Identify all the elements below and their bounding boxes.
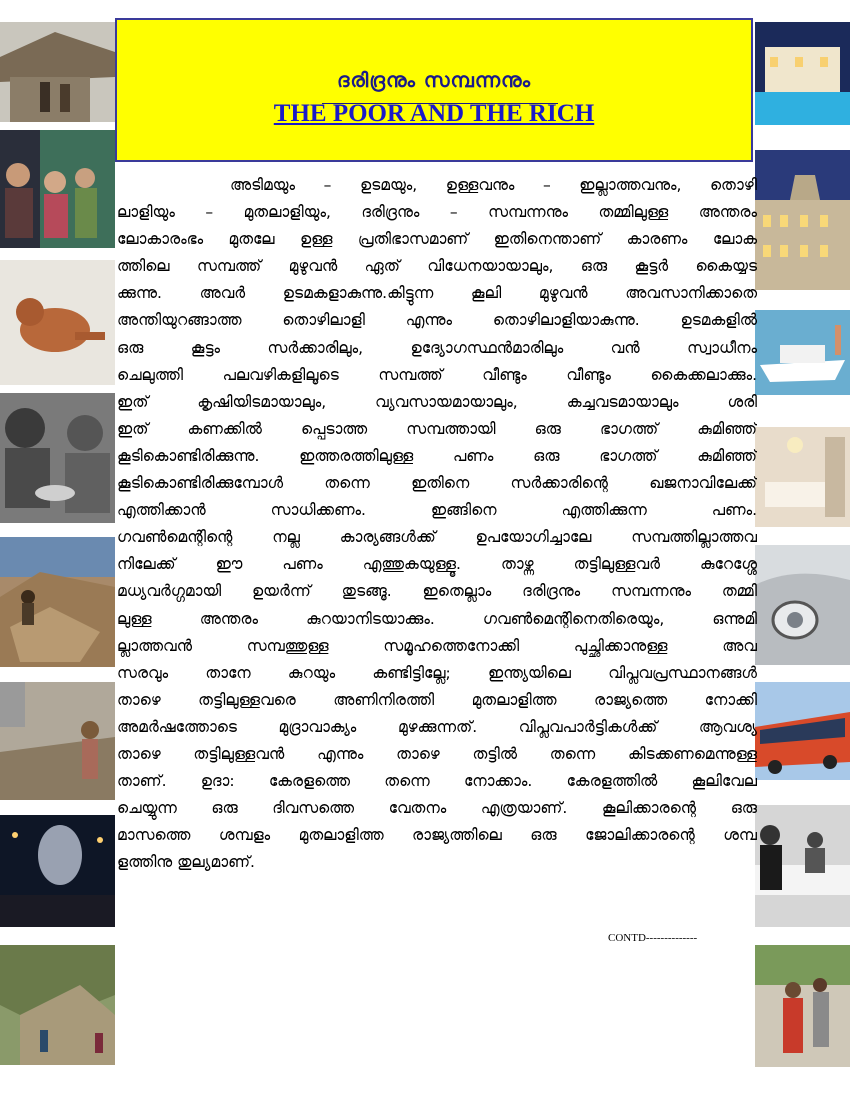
luxury-bedroom-icon (755, 427, 850, 527)
body-line: അമർഷത്തോടെ മുദ്രാവാക്യം മുഴക്കുന്നത്. വിപ്ലവപാർട്ടികൾക്ക് ആവശ്യ (117, 717, 757, 736)
body-line: താഴെ തട്ടിലുള്ളവൻ എന്നും താഴെ തട്ടിൽ തന്നെ കിടക്കണമെന്നുള്ള (117, 744, 757, 763)
palace-hotel-icon (755, 150, 850, 290)
malnourished-child-icon (0, 260, 115, 385)
body-line: കൂടികൊണ്ടിരിക്കുമ്പോൾ തന്നെ ഇതിനെ സർക്കാരിന്റെ ഖജനാവിലേക്ക് (117, 474, 757, 493)
body-line: ല്ലാത്തവൻ സമ്പത്തുള്ള സമൂഹത്തെനോക്കി പുച്ഛിക്കാനുള്ള അവ (117, 636, 757, 655)
body-line: താണ്. ഉദാ: കേരളത്തെ തന്നെ നോക്കാം. കേരളത്തിൽ കൂലിവേല (117, 772, 757, 791)
body-line: ഇത് കണക്കിൽ പ്പെടാത്ത സമ്പത്തായി ഒരു ഭാഗത്ത് കുമിഞ്ഞ് (117, 419, 757, 438)
title-malayalam: ദരിദ്രനും സമ്പന്നനും (337, 68, 531, 92)
street-protest-icon (0, 815, 115, 927)
body-line: ഇത് കൃഷിയിടമായാലും, വ്യവസായമായാലും, കച്ചവടമായാലും ശരി (117, 392, 757, 411)
slum-child-icon (0, 682, 115, 800)
body-line: ത്തിലെ സമ്പത്ത് മുഴുവൻ ഏത് വിധേനയായാലും, ഒരു കൂട്ടർ കൈയ്യട (117, 257, 757, 276)
body-line: മാസത്തെ ശമ്പളം മുതലാളിത്ത രാജ്യത്തിലെ ഒരു ജോലിക്കാരന്റെ ശമ്പ (117, 826, 757, 845)
body-line: താഴെ തട്ടിലുള്ളവരെ അണിനിരത്തി മുതലാളിത്ത രാജ്യത്തെ നോക്കി (117, 690, 757, 709)
yacht-icon (755, 310, 850, 395)
body-line: ളത്തിനു തുല്യമാണ്. (117, 853, 255, 872)
article-body (117, 172, 757, 902)
body-line: ക്കുന്നു. അവർ ഉടമകളാകുന്നു.കിട്ടുന്ന കൂലി മുഴുവൻ അവസാനിക്കാതെ (117, 284, 757, 303)
body-line: അടിമയും – ഉടമയും, ഉള്ളവനും – ഇല്ലാത്തവനും, തൊഴി (230, 176, 757, 194)
continued-marker: CONTD-------------- (608, 932, 698, 944)
body-line: എത്തിക്കാൻ സാധിക്കണം. ഇങ്ങിനെ എത്തിക്കുന്ന പണം. (117, 501, 757, 520)
hillside-workers-icon (0, 945, 115, 1065)
body-line: മധ്യവർഗ്ഗമായി ഉയർന്ന് തുടങ്ങൂ. ഇതെല്ലാം ദരിദ്രനും സമ്പന്നനും തമ്മി (117, 582, 757, 601)
body-line: ചെലുത്തി പലവഴികളിലൂടെ സമ്പത്ത് വീണ്ടും വീണ്ടും കൈക്കലാക്കും. (117, 365, 757, 384)
body-line: സരവും താനേ കുറയും കണ്ടിട്ടില്ലേ; ഇന്ത്യയിലെ വിപ്ലവപ്രസ്ഥാനങ്ങൾ (117, 663, 757, 682)
body-line: ലോകാരംഭം മുതലേ ഉള്ള പ്രതിഭാസമാണ് ഇതിനെന്താണ് കാരണം ലോക (117, 230, 757, 249)
title-banner (115, 18, 753, 162)
body-line: ലുള്ള അന്തരം കുറയാനിടയാക്കും. ഗവൺമെന്റിനെതിരെയും, ഒന്നുമി (117, 609, 757, 628)
body-line: ചെയ്യുന്ന ഒരു ദിവസത്തെ വേതനം എത്രയാണ്. കൂലിക്കാരന്റെ ഒരു (117, 799, 757, 818)
resort-pool-icon (755, 22, 850, 125)
body-line: ഗവൺമെന്റിന്റെ നല്ല കാര്യങ്ങൾക്ക് ഉപയോഗിച്ചാലേ സമ്പത്തില്ലാത്തവ (117, 528, 757, 547)
body-line: ഒരു കൂട്ടം സർക്കാരിലും, ഉദ്യോഗസ്ഥൻമാരിലും വൻ സ്വാധീനം (117, 338, 757, 357)
quarry-worker-icon (0, 537, 115, 667)
body-line: നിലേക്ക് ഈ പണം എത്തുകയുള്ളൂ. താഴ്ന്ന തട്ടിലുള്ളവർ കുറേശ്ശേ (117, 555, 757, 574)
body-line: കൂടികൊണ്ടിരിക്കുന്നു. ഇത്തരത്തിലുള്ള പണം ഒരു ഭാഗത്ത് കുമിഞ്ഞ് (117, 446, 757, 465)
laborers-icon (755, 945, 850, 1067)
bus-icon (755, 682, 850, 780)
fine-dining-icon (755, 805, 850, 927)
children-icon (0, 130, 115, 248)
luxury-car-icon (755, 545, 850, 665)
title-english: THE POOR AND THE RICH (273, 100, 595, 127)
child-eating-icon (0, 393, 115, 523)
body-line: ലാളിയും – മുതലാളിയും, ദരിദ്രനും – സമ്പന്നനും തമ്മിലുള്ള അന്തരം (117, 203, 757, 222)
body-line: അന്തിയുറങ്ങാത്ത തൊഴിലാളി എന്നും തൊഴിലാളിയാകുന്നു. ഉടമകളിൽ (117, 311, 757, 330)
hut-icon (0, 22, 115, 122)
